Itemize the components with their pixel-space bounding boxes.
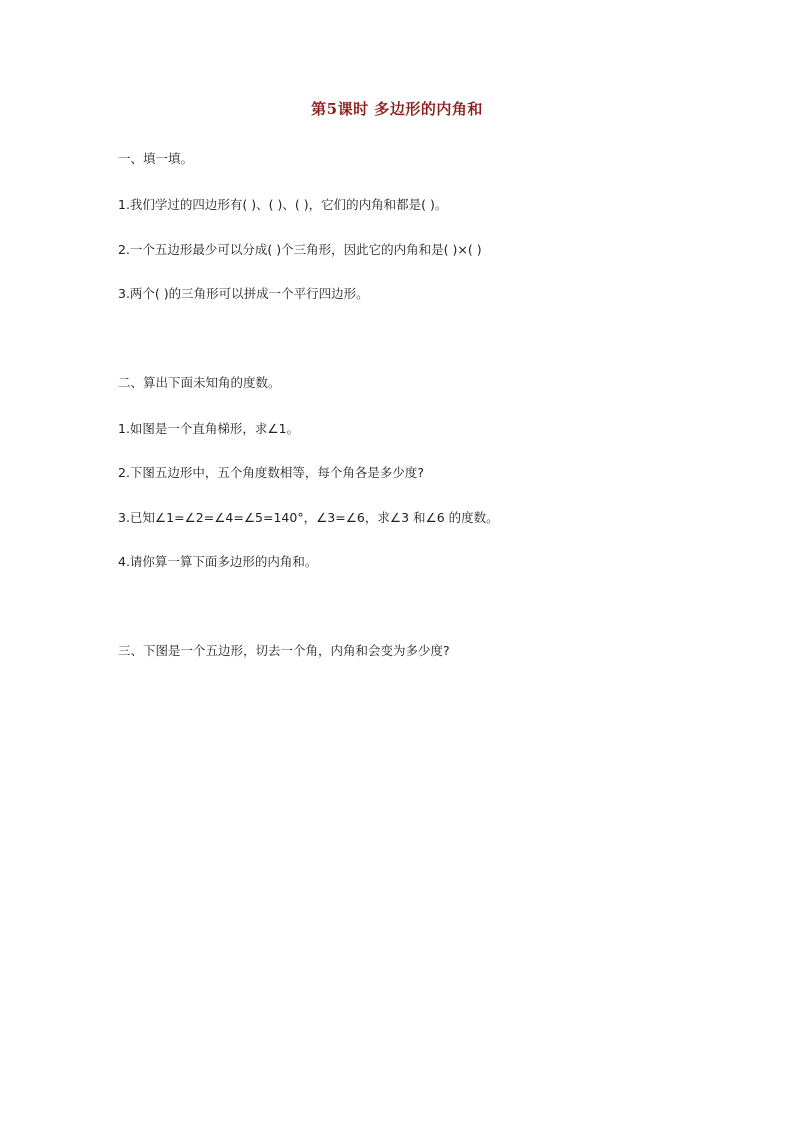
section-1-question-2: 2.一个五边形最少可以分成( )个三角形，因此它的内角和是( )×( ) [118,242,482,257]
section-1-question-3: 3.两个( )的三角形可以拼成一个平行四边形。 [118,286,369,301]
section-2-question-2: 2.下图五边形中，五个角度数相等，每个角各是多少度? [118,465,425,480]
section-3-heading: 三、下图是一个五边形，切去一个角，内角和会变为多少度? [118,643,450,658]
section-2-heading: 二、算出下面未知角的度数。 [118,375,281,390]
section-2-question-4: 4.请你算一算下面多边形的内角和。 [118,554,318,569]
section-2-question-1: 1.如图是一个直角梯形，求∠1。 [118,421,300,436]
section-1-heading: 一、填一填。 [118,151,194,166]
section-1-question-1: 1.我们学过的四边形有( )、( )、( )，它们的内角和都是( )。 [118,197,448,212]
page-title: 第5课时 多边形的内角和 [311,100,483,118]
section-2-question-3: 3.已知∠1=∠2=∠4=∠5=140°，∠3=∠6，求∠3 和∠6 的度数。 [118,510,499,525]
